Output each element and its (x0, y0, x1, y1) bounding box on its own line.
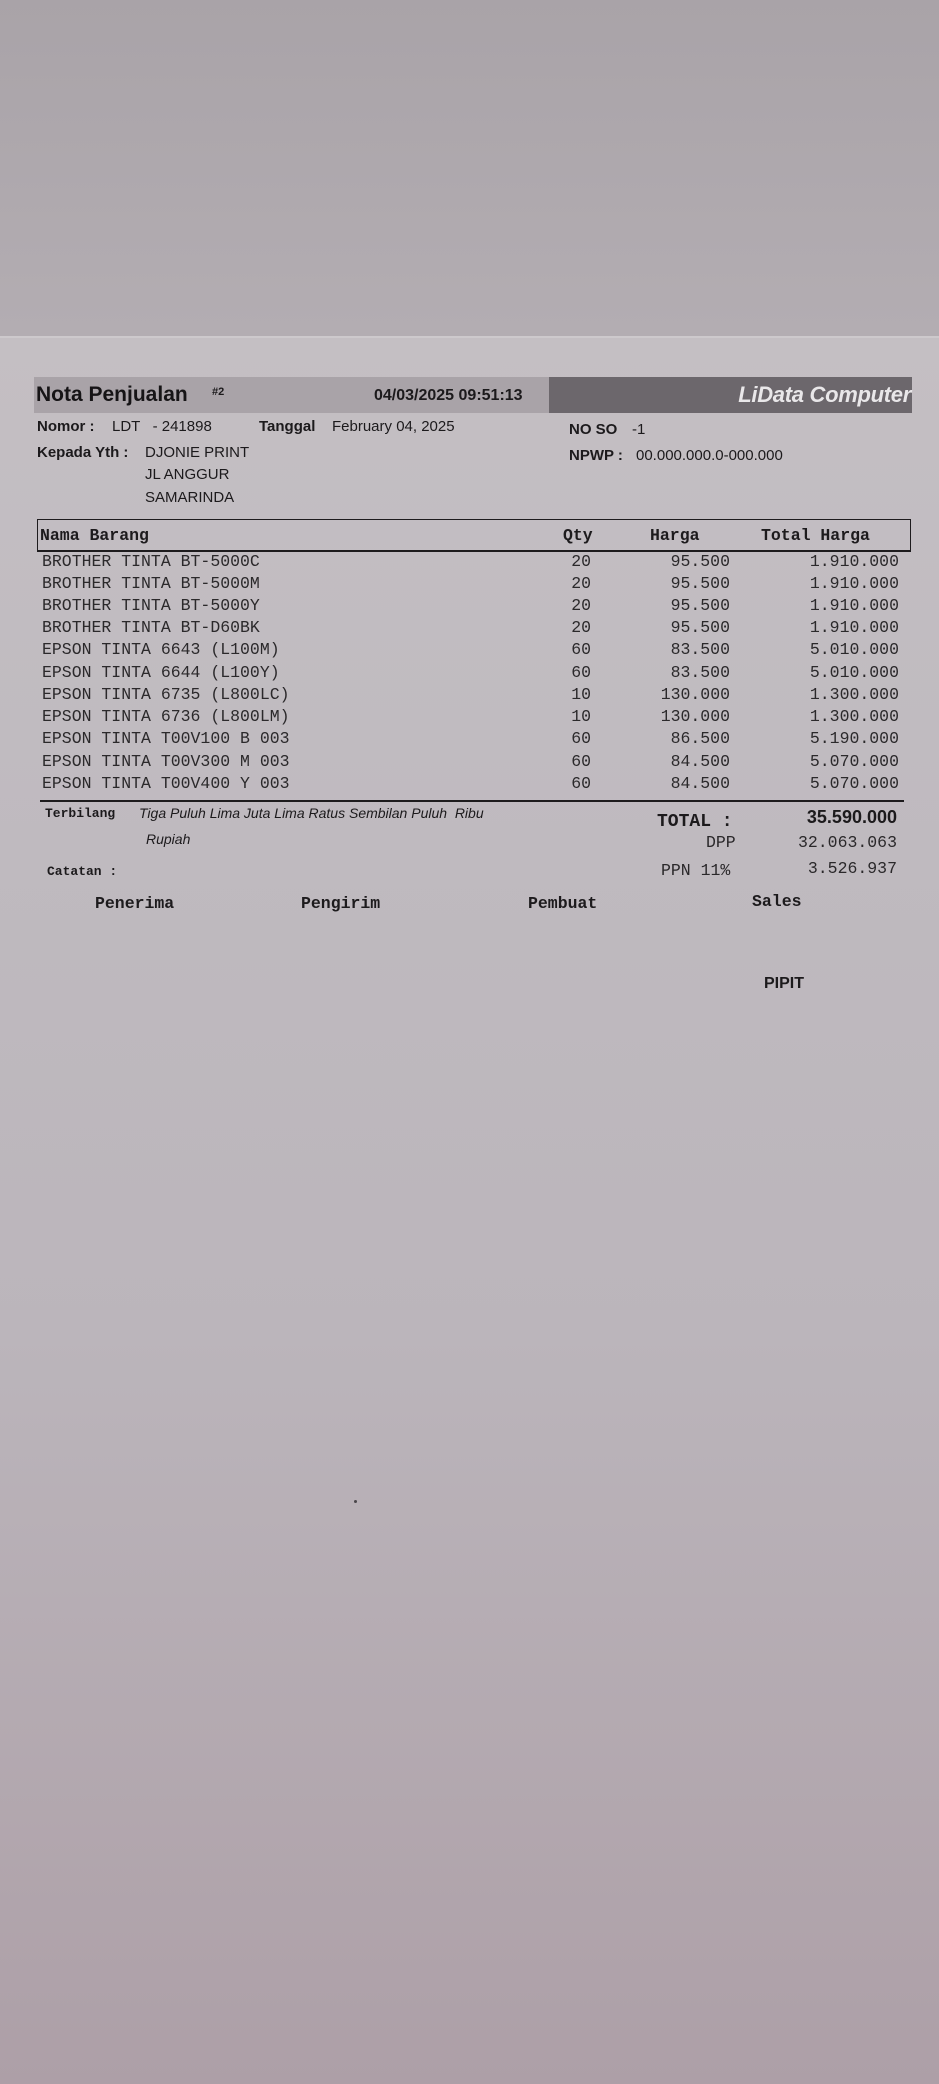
table-row (0, 640, 939, 662)
item-total: 1.300.000 (809, 707, 899, 726)
item-name: EPSON TINTA 6643 (L100M) (42, 640, 280, 659)
table-row (0, 685, 939, 707)
npwp-label: NPWP : (569, 447, 623, 464)
item-name: EPSON TINTA 6735 (L800LC) (42, 685, 290, 704)
item-name: BROTHER TINTA BT-D60BK (42, 618, 260, 637)
item-name: EPSON TINTA T00V100 B 003 (42, 729, 290, 748)
item-price: 95.500 (670, 618, 730, 637)
copy-mark: #2 (212, 386, 225, 398)
terbilang-line-1: Tiga Puluh Lima Juta Lima Ratus Sembilan Puluh Ribu (139, 805, 484, 821)
item-name: EPSON TINTA T00V300 M 003 (42, 752, 290, 771)
nomor-label: Nomor : (37, 418, 95, 435)
sales-name: PIPIT (764, 975, 805, 992)
table-bottom-rule (40, 800, 904, 802)
item-price: 84.500 (670, 774, 730, 793)
item-total: 1.910.000 (809, 574, 899, 593)
item-qty: 60 (571, 752, 591, 771)
item-price: 95.500 (670, 596, 730, 615)
item-qty: 20 (571, 552, 591, 571)
total-label: TOTAL : (657, 812, 733, 832)
item-qty: 60 (571, 640, 591, 659)
item-qty: 10 (571, 685, 591, 704)
item-name: EPSON TINTA 6736 (L800LM) (42, 707, 290, 726)
item-total: 5.190.000 (809, 729, 899, 748)
item-price: 130.000 (660, 685, 730, 704)
table-row (0, 707, 939, 729)
item-qty: 60 (571, 663, 591, 682)
item-qty: 10 (571, 707, 591, 726)
signature-pengirim: Pengirim (301, 894, 381, 913)
nomor-value: LDT - 241898 (112, 418, 212, 435)
item-total: 1.910.000 (809, 552, 899, 571)
table-row (0, 774, 939, 796)
item-qty: 60 (571, 774, 591, 793)
col-header-qty: Qty (563, 526, 593, 545)
item-price: 84.500 (670, 752, 730, 771)
noso-value: -1 (632, 421, 646, 438)
customer-address-2: SAMARINDA (145, 489, 235, 506)
table-row (0, 574, 939, 596)
terbilang-label: Terbilang (45, 806, 116, 821)
item-name: BROTHER TINTA BT-5000M (42, 574, 260, 593)
noso-label: NO SO (569, 421, 618, 438)
dpp-value: 32.063.063 (797, 833, 897, 852)
item-price: 83.500 (670, 663, 730, 682)
dpp-label: DPP (706, 833, 736, 852)
customer-address-1: JL ANGGUR (145, 466, 230, 483)
company-logo-text: LiData Computer (738, 382, 911, 407)
total-value: 35.590.000 (806, 807, 897, 827)
ppn-value: 3.526.937 (807, 859, 897, 878)
terbilang-line-2: Rupiah (146, 831, 191, 847)
table-row (0, 729, 939, 751)
table-row (0, 596, 939, 618)
item-price: 130.000 (660, 707, 730, 726)
item-price: 95.500 (670, 552, 730, 571)
item-name: BROTHER TINTA BT-5000C (42, 552, 260, 571)
col-header-total: Total Harga (761, 526, 870, 545)
sheet-top-edge (0, 336, 939, 338)
item-qty: 60 (571, 729, 591, 748)
item-total: 5.070.000 (809, 752, 899, 771)
col-header-name: Nama Barang (40, 526, 149, 545)
item-total: 5.070.000 (809, 774, 899, 793)
table-row (0, 752, 939, 774)
paper-speck (354, 1500, 357, 1503)
document-title: Nota Penjualan (36, 383, 188, 406)
item-name: EPSON TINTA T00V400 Y 003 (42, 774, 290, 793)
table-row (0, 663, 939, 685)
item-total: 1.910.000 (809, 596, 899, 615)
printed-datetime: 04/03/2025 09:51:13 (374, 387, 523, 404)
ppn-label: PPN 11% (661, 861, 731, 880)
signature-sales: Sales (752, 892, 802, 911)
item-qty: 20 (571, 574, 591, 593)
item-total: 1.910.000 (809, 618, 899, 637)
signature-penerima: Penerima (95, 894, 175, 913)
table-row (0, 618, 939, 640)
item-name: EPSON TINTA 6644 (L100Y) (42, 663, 280, 682)
item-total: 1.300.000 (809, 685, 899, 704)
kepada-label: Kepada Yth : (37, 444, 129, 461)
col-header-price: Harga (650, 526, 700, 545)
tanggal-label: Tanggal (259, 418, 316, 435)
item-qty: 20 (571, 618, 591, 637)
table-row (0, 552, 939, 574)
item-price: 95.500 (670, 574, 730, 593)
npwp-value: 00.000.000.0-000.000 (636, 447, 783, 464)
item-price: 83.500 (670, 640, 730, 659)
item-total: 5.010.000 (809, 640, 899, 659)
catatan-label: Catatan : (47, 864, 118, 879)
tanggal-value: February 04, 2025 (332, 418, 455, 435)
signature-pembuat: Pembuat (528, 894, 598, 913)
customer-name: DJONIE PRINT (145, 444, 250, 461)
item-qty: 20 (571, 596, 591, 615)
item-price: 86.500 (670, 729, 730, 748)
item-total: 5.010.000 (809, 663, 899, 682)
item-name: BROTHER TINTA BT-5000Y (42, 596, 260, 615)
